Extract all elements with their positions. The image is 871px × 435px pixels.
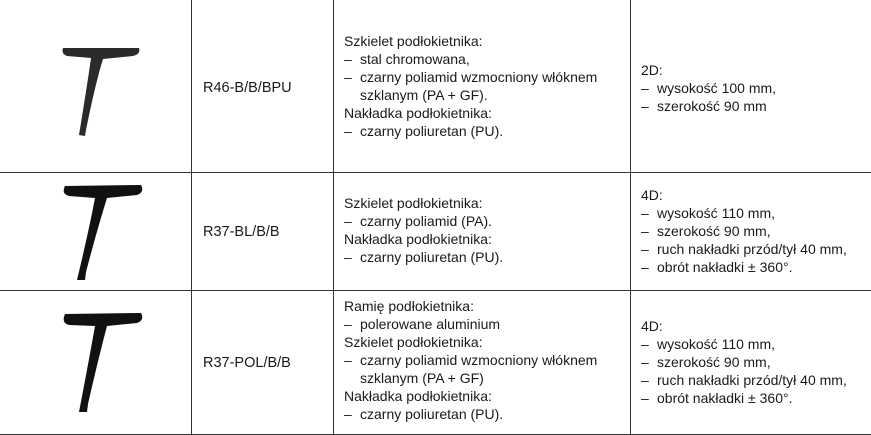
list-item [641, 258, 847, 276]
list-item [344, 315, 597, 333]
column-divider [630, 0, 631, 435]
dash-bullet: – [344, 406, 352, 422]
list-item-continuation: szklanym (PA + GF). [360, 87, 488, 103]
material-description [344, 32, 597, 140]
list-item [641, 335, 847, 353]
list-item [641, 389, 847, 407]
list-item-text: czarny poliamid wzmocniony włóknem [360, 352, 598, 368]
list-heading: Szkielet podłokietnika: [344, 33, 483, 49]
list-item-text: wysokość 110 mm, [657, 336, 775, 352]
dash-bullet: – [641, 372, 649, 388]
dash-bullet: – [641, 354, 649, 370]
product-code: R46-B/B/BPU [203, 80, 292, 96]
dash-bullet: – [641, 259, 649, 275]
row-divider [0, 290, 871, 291]
column-divider [191, 0, 192, 435]
list-item-text: szerokość 90 mm [657, 98, 767, 114]
spec-list [641, 317, 847, 407]
dash-bullet: – [344, 213, 352, 229]
list-item [344, 50, 597, 68]
list-heading: Ramię podłokietnika: [344, 298, 474, 314]
list-item-text: czarny poliuretan (PU). [360, 123, 504, 139]
spec-list [641, 186, 847, 276]
list-item-text: szerokość 90 mm, [657, 223, 771, 239]
list-item [641, 240, 847, 258]
dash-bullet: – [641, 205, 649, 221]
list-heading: Nakładka podłokietnika: [344, 105, 492, 121]
list-item-text: wysokość 110 mm, [657, 205, 775, 221]
row-divider [0, 172, 871, 173]
list-item-text: polerowane aluminium [360, 316, 501, 332]
product-code: R37-BL/B/B [203, 224, 280, 240]
list-item [641, 204, 847, 222]
material-description [344, 194, 503, 266]
list-item [641, 353, 847, 371]
list-item [641, 97, 776, 115]
dash-bullet: – [344, 69, 352, 85]
armrest-image-r46 [55, 40, 145, 140]
column-divider [333, 0, 334, 435]
list-item-text: ruch nakładki przód/tył 40 mm, [657, 372, 847, 388]
list-heading: Szkielet podłokietnika: [344, 334, 483, 350]
list-item [641, 371, 847, 389]
list-heading: 2D: [641, 62, 663, 78]
list-item [641, 222, 847, 240]
list-item [344, 212, 503, 230]
list-item [344, 248, 503, 266]
armrest-image-r37-bl [55, 180, 150, 284]
product-code: R37-POL/B/B [203, 355, 291, 371]
dash-bullet: – [344, 123, 352, 139]
list-item [344, 122, 597, 140]
dash-bullet: – [641, 98, 649, 114]
list-item-text: ruch nakładki przód/tył 40 mm, [657, 241, 847, 257]
list-item-text: stal chromowana, [360, 51, 470, 67]
list-item-text: czarny poliamid (PA). [360, 213, 493, 229]
list-item [344, 351, 597, 369]
list-item-text: szerokość 90 mm, [657, 354, 771, 370]
list-heading: 4D: [641, 318, 663, 334]
list-item [344, 405, 597, 423]
dash-bullet: – [641, 390, 649, 406]
dash-bullet: – [344, 51, 352, 67]
material-description [344, 297, 597, 423]
list-heading: 4D: [641, 187, 663, 203]
list-heading: Szkielet podłokietnika: [344, 195, 483, 211]
list-heading: Nakładka podłokietnika: [344, 388, 492, 404]
list-item [641, 79, 776, 97]
dash-bullet: – [641, 80, 649, 96]
dash-bullet: – [641, 336, 649, 352]
dash-bullet: – [641, 241, 649, 257]
list-item-text: obrót nakładki ± 360°. [657, 259, 793, 275]
list-item-text: wysokość 100 mm, [657, 80, 777, 96]
list-heading: Nakładka podłokietnika: [344, 231, 492, 247]
dash-bullet: – [344, 249, 352, 265]
dash-bullet: – [344, 352, 352, 368]
list-item-continuation: szklanym (PA + GF) [360, 370, 484, 386]
list-item-text: obrót nakładki ± 360°. [657, 390, 793, 406]
dash-bullet: – [641, 223, 649, 239]
list-item-text: czarny poliuretan (PU). [360, 406, 504, 422]
list-item-text: czarny poliuretan (PU). [360, 249, 504, 265]
armrest-image-r37-pol [55, 308, 150, 418]
list-item [344, 68, 597, 86]
list-item-text: czarny poliamid wzmocniony włóknem [360, 69, 598, 85]
dash-bullet: – [344, 316, 352, 332]
spec-list [641, 61, 776, 115]
